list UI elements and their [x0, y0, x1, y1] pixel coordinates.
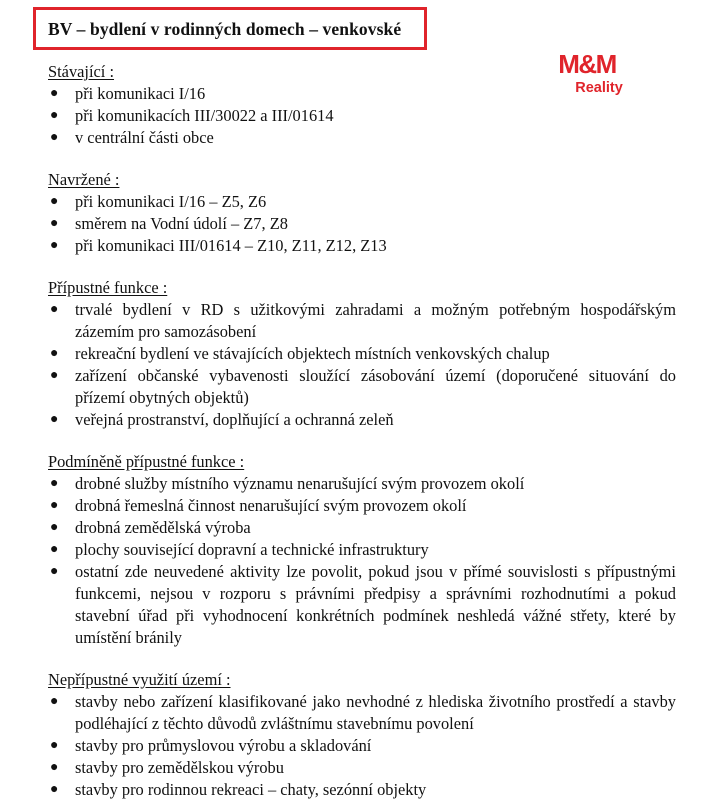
list-item — [48, 409, 676, 431]
bullet-icon: ● — [50, 694, 59, 709]
logo-sub: Reality — [575, 80, 623, 96]
section — [48, 451, 676, 649]
bullet-icon: ● — [50, 782, 59, 797]
list-item — [48, 539, 676, 561]
list-item-text: zařízení občanské vybavenosti sloužící zásobování území (doporučené situování do přízemí obytných objektů) — [75, 366, 676, 407]
list-item — [48, 735, 676, 757]
list-item-text: trvalé bydlení v RD s užitkovými zahradami a možným potřebným hospodářským zázemím pro samozásobení — [75, 300, 676, 341]
list-item — [48, 213, 676, 235]
logo-brand: M&M — [558, 51, 616, 79]
list-item — [48, 495, 676, 517]
list-item-text: drobné služby místního významu nenarušující svým provozem okolí — [75, 474, 525, 493]
document-body — [48, 61, 676, 807]
section-heading: Nepřípustné využití území : — [48, 670, 231, 689]
bullet-list — [48, 191, 676, 257]
list-item — [48, 561, 676, 649]
section — [48, 169, 676, 257]
bullet-icon: ● — [50, 346, 59, 361]
list-item-text: při komunikacích III/30022 a III/01614 — [75, 106, 334, 125]
list-item-text: plochy související dopravní a technické infrastruktury — [75, 540, 429, 559]
list-item-text: stavby nebo zařízení klasifikované jako nevhodné z hlediska životního prostředí a stavby podléhající z těchto důvodů zvláštnímu stavebnímu povolení — [75, 692, 676, 733]
list-item — [48, 343, 676, 365]
bullet-icon: ● — [50, 216, 59, 231]
list-item — [48, 365, 676, 409]
bullet-icon: ● — [50, 412, 59, 427]
list-item-text: veřejná prostranství, doplňující a ochranná zeleň — [75, 410, 394, 429]
section — [48, 669, 676, 801]
list-item-text: drobná zemědělská výroba — [75, 518, 251, 537]
list-item-text: směrem na Vodní údolí – Z7, Z8 — [75, 214, 288, 233]
list-item-text: stavby pro průmyslovou výrobu a skladování — [75, 736, 372, 755]
list-item-text: rekreační bydlení ve stávajících objektech místních venkovských chalup — [75, 344, 550, 363]
list-item-text: stavby pro rodinnou rekreaci – chaty, sezónní objekty — [75, 780, 427, 799]
bullet-list — [48, 83, 676, 149]
list-item — [48, 105, 676, 127]
title-box — [33, 7, 427, 50]
list-item — [48, 517, 676, 539]
list-item — [48, 127, 676, 149]
list-item-text: stavby pro zemědělskou výrobu — [75, 758, 284, 777]
bullet-icon: ● — [50, 130, 59, 145]
list-item — [48, 473, 676, 495]
bullet-icon: ● — [50, 498, 59, 513]
bullet-icon: ● — [50, 368, 59, 383]
list-item-text: ostatní zde neuvedené aktivity lze povolit, pokud jsou v přímé souvislosti s přípustnými funkcemi, nejsou v rozporu s právními předpisy a správními rozhodnutími a pokud stavební úřad při vyhodnocení konkrétních podmínek neshledá vážné střety, které by umístění bránily — [75, 562, 676, 647]
section-heading: Podmíněně přípustné funkce : — [48, 452, 245, 471]
bullet-list — [48, 473, 676, 649]
bullet-icon: ● — [50, 238, 59, 253]
list-item — [48, 83, 676, 105]
list-item — [48, 191, 676, 213]
section-heading: Stávající : — [48, 62, 115, 81]
bullet-icon: ● — [50, 564, 59, 579]
list-item-text: při komunikaci I/16 – Z5, Z6 — [75, 192, 267, 211]
list-item-text: při komunikaci III/01614 – Z10, Z11, Z12, Z13 — [75, 236, 387, 255]
section — [48, 277, 676, 431]
bullet-icon: ● — [50, 302, 59, 317]
list-item-text: při komunikaci I/16 — [75, 84, 206, 103]
bullet-icon: ● — [50, 476, 59, 491]
bullet-icon: ● — [50, 542, 59, 557]
list-item-text: drobná řemeslná činnost nenarušující svým provozem okolí — [75, 496, 467, 515]
section — [48, 61, 676, 149]
bullet-icon: ● — [50, 520, 59, 535]
bullet-icon: ● — [50, 86, 59, 101]
bullet-icon: ● — [50, 738, 59, 753]
bullet-icon: ● — [50, 760, 59, 775]
bullet-list — [48, 691, 676, 801]
list-item-text: v centrální části obce — [75, 128, 214, 147]
list-item — [48, 235, 676, 257]
bullet-icon: ● — [50, 194, 59, 209]
list-item — [48, 299, 676, 343]
section-heading: Navržené : — [48, 170, 120, 189]
list-item — [48, 757, 676, 779]
page-title: BV – bydlení v rodinných domech – venkovské — [48, 18, 402, 39]
list-item — [48, 691, 676, 735]
section-heading: Přípustné funkce : — [48, 278, 168, 297]
bullet-icon: ● — [50, 108, 59, 123]
list-item — [48, 779, 676, 801]
bullet-list — [48, 299, 676, 431]
